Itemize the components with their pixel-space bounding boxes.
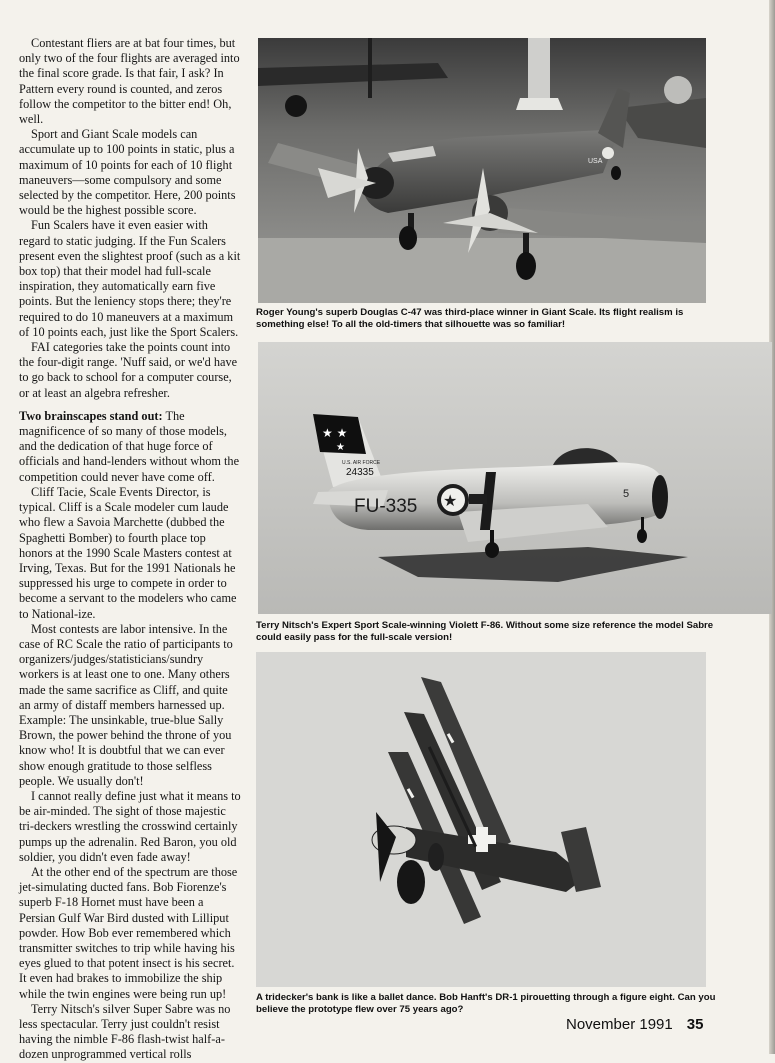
article-paragraph: Most contests are labor intensive. In the case of RC Scale the ratio of participants to organizers/judges/statisticians/sundry workers is at least one to one. Many others made the same sacrifice as Cliff, and quite an army of distaff members harnessed up. Example: The unsinkable, true-blue Sally Brown, the power behind the throne of you know who! It is doubtful that we can ever show enough gratitude to those selfless people. We usually don't!: [19, 621, 233, 788]
page-footer: [566, 1016, 703, 1033]
svg-text:★: ★: [336, 442, 345, 453]
c47-photo-drawing: [258, 38, 706, 303]
article-subhead-text: The magnificence of so many of those models, and the dedication of that huge force of officials and hand-lenders without whom the competition could never have come off.: [19, 408, 240, 484]
svg-text:★ ★: ★ ★: [322, 426, 348, 440]
f86-tail-serial: 24335: [346, 467, 374, 478]
article-paragraph: FAI categories take the points count into the four-digit range. 'Nuff said, or we'd have to go back to school for a computer course, or at least an algebra refresher.: [19, 340, 238, 400]
dr1-photo-drawing: [256, 652, 706, 987]
dr1-caption: A tridecker's bank is like a ballet dance. Bob Hanft's DR-1 pirouetting through a figure eight. Can you believe the prototype flew over 75 years ago?: [256, 992, 716, 1015]
issue-date: November 1991: [566, 1016, 673, 1033]
article-paragraph: I cannot really define just what it means to be air-minded. The sight of those majestic tri-deckers wrestling the crosswind certainly pumps up the adrenalin. Red Baron, you old soldier, you didn't even fade away!: [19, 788, 241, 864]
article-subhead-paragraph: [19, 409, 241, 485]
c47-caption: Roger Young's superb Douglas C-47 was third-place winner in Giant Scale. Its flight realism is something else! To all the old-timers that silhouette was so familiar!: [256, 307, 684, 330]
c47-tail-marking: USA: [588, 158, 603, 165]
article-paragraph: Sport and Giant Scale models can accumulate up to 100 points in static, plus a maximum of 10 points for each of 10 flight maneuvers—some compulsory and some selected by the competitor. Here, 200 points would be the highest possible score.: [19, 127, 236, 218]
svg-text:★: ★: [443, 491, 458, 510]
article-paragraph: Terry Nitsch's silver Super Sabre was no less spectacular. Terry just couldn't resist having the nimble F-86 flash-twist half-a-dozen unprogrammed vertical rolls: [19, 1001, 231, 1062]
article-paragraph: Contestant fliers are at bat four times, but only two of the four flights are averaged into the final score grade. Is that fair, I ask? In Pattern every round is counted, and zeros follow the competitor to the bitter end! Oh, well.: [19, 36, 240, 127]
article-subhead: Two brainscapes stand out:: [19, 408, 163, 423]
dr1-photo: [256, 652, 706, 987]
c47-photo: [258, 38, 706, 303]
page-number: 35: [686, 1016, 704, 1033]
f86-photo: [258, 342, 772, 614]
article-paragraph: Cliff Tacie, Scale Events Director, is typical. Cliff is a Scale modeler cum laude who flew a Savoia Marchette (dubbed the Spaghetti Bomber) to fourth place top honors at the 1990 Scale Masters contest at Irving, Texas. But for the 1991 Nationals he suppressed his urge to compete in order to become a servant to the modelers who came to National-ize.: [19, 484, 237, 621]
f86-caption: Terry Nitsch's Expert Sport Scale-winning Violett F-86. Without some size reference the model Sabre could easily pass for the full-scale version!: [256, 620, 714, 643]
article-paragraph: At the other end of the spectrum are those jet-simulating ducted fans. Bob Fiorenze's superb F-18 Hornet must have been a Persian Gulf War Bird dusted with Lilliput powder. How Bob ever remembered which transmitter switches to trip while having his eyes glued to that potent insect is his secret. It even had brakes to immobilize the ship while the twin engines were being run up!: [19, 864, 238, 1001]
f86-photo-drawing: [258, 342, 772, 614]
f86-fuselage-code: FU-335: [354, 496, 418, 517]
f86-small-marking: U.S. AIR FORCE: [342, 460, 381, 466]
f86-nose-number: 5: [623, 488, 630, 500]
article-column: [19, 36, 241, 1063]
article-paragraph: Fun Scalers have it even easier with regard to static judging. If the Fun Scalers present even the slightest proof (such as a kit box top) that their model had full-scale inspiration, they automatically earn five points. But the leniency stops there; they're required to do 10 maneuvers at a maximum of 10 points each, just like the Sport Scalers.: [19, 218, 241, 339]
